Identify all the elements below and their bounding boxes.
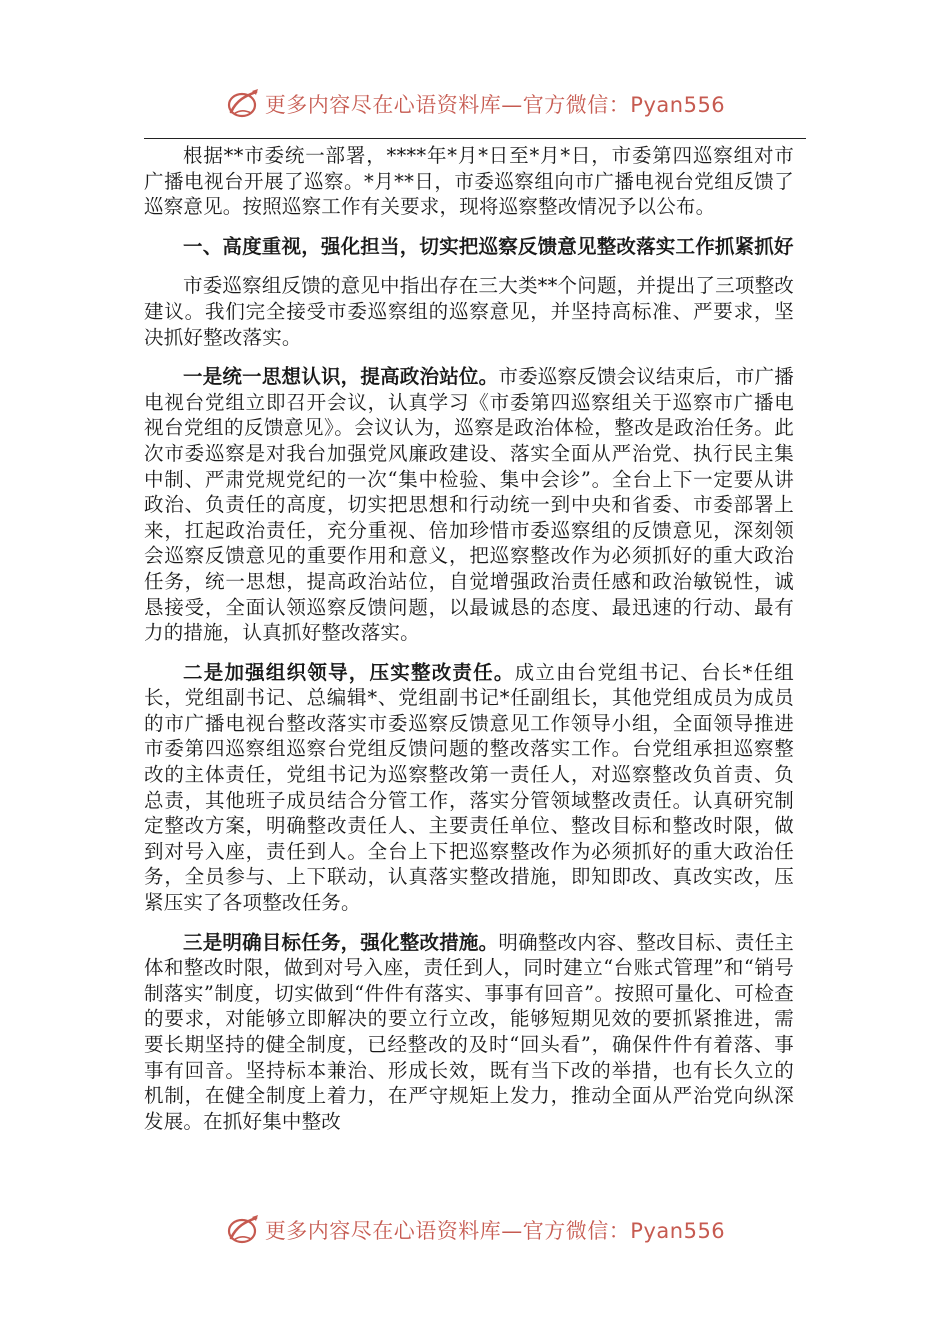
item-3-text: 明确整改内容、整改目标、责任主体和整改时限，做到对号入座，责任到人，同时建立“台账式管理”和“销号制落实”制度，切实做到“件件有落实、事事有回音”。按照可量化、可检查的要求，对能够立即解决的要立行立改，能够短期见效的要抓紧推进，需要长期坚持的健全制度，已经整改的及时“回头看”，确保件件有着落、事事有回音。坚持标本兼治、形成长效，既有当下改的举措，也有长久立的机制，在健全制度上着力，在严守规矩上发力，推动全面从严治党向纵深发展。在抓好集中整改: [144, 930, 794, 1133]
item-3-paragraph: [144, 930, 794, 1135]
header-banner: [0, 84, 950, 124]
item-3-lead: 三是明确目标任务，强化整改措施。: [183, 930, 499, 954]
item-1-paragraph: [144, 364, 794, 646]
item-2-text: 成立由台党组书记、台长*任组长，党组副书记、总编辑*、党组副书记*任副组长，其他党组成员为成员的市广播电视台整改落实市委巡察反馈意见工作领导小组，全面领导推进市委第四巡察组巡察台党组反馈问题的整改落实工作。台党组承担巡察整改的主体责任，党组书记为巡察整改第一责任人，对巡察整改负首责、负总责，其他班子成员结合分管工作，落实分管领域整改责任。认真研究制定整改方案，明确整改责任人、主要责任单位、整改目标和整改时限，做到对号入座，责任到人。全台上下把巡察整改作为必须抓好的重大政治任务，全员参与、上下联动，认真落实整改措施，即知即改、真改实改，压紧压实了各项整改任务。: [144, 660, 794, 915]
header-divider: [144, 138, 806, 139]
pen-signature-logo-icon: [225, 86, 261, 122]
footer-banner-text: 更多内容尽在心语资料库—官方微信：Pyan556: [264, 1219, 726, 1243]
section1-paragraph: 市委巡察组反馈的意见中指出存在三大类**个问题，并提出了三项整改建议。我们完全接受市委巡察组的巡察意见，并坚持高标准、严要求，坚决抓好整改落实。: [144, 274, 794, 349]
footer-banner: [0, 1210, 950, 1250]
pen-signature-logo-icon: [225, 1212, 261, 1248]
header-banner-text: 更多内容尽在心语资料库—官方微信：Pyan556: [264, 93, 726, 117]
item-1-text: 市委巡察反馈会议结束后，市广播电视台党组立即召开会议，认真学习《市委第四巡察组关于巡察市广播电视台党组的反馈意见》。会议认为，巡察是政治体检，整改是政治任务。此次市委巡察是对我台加强党风廉政建设、落实全面从严治党、执行民主集中制、严肃党规党纪的一次“集中检验、集中会诊”。全台上下一定要从讲政治、负责任的高度，切实把思想和行动统一到中央和省委、市委部署上来，扛起政治责任，充分重视、倍加珍惜市委巡察组的反馈意见，深刻领会巡察反馈意见的重要作用和意义，把巡察整改作为必须抓好的重大政治任务，统一思想，提高政治站位，自觉增强政治责任感和政治敏锐性，诚恳接受，全面认领巡察反馈问题，以最诚恳的态度、最迅速的行动、最有力的措施，认真抓好整改落实。: [144, 365, 794, 645]
document-body: [144, 143, 794, 1148]
item-2-paragraph: [144, 660, 794, 916]
item-2-lead: 二是加强组织领导，压实整改责任。: [183, 660, 515, 684]
item-1-lead: 一是统一思想认识，提高政治站位。: [183, 365, 499, 389]
intro-paragraph: 根据**市委统一部署，****年*月*日至*月*日，市委第四巡察组对市广播电视台开展了巡察。*月**日，市委巡察组向市广播电视台党组反馈了巡察意见。按照巡察工作有关要求，现将巡察整改情况予以公布。: [144, 144, 794, 219]
section-heading-1: 一、高度重视，强化担当，切实把巡察反馈意见整改落实工作抓紧抓好: [183, 234, 794, 258]
